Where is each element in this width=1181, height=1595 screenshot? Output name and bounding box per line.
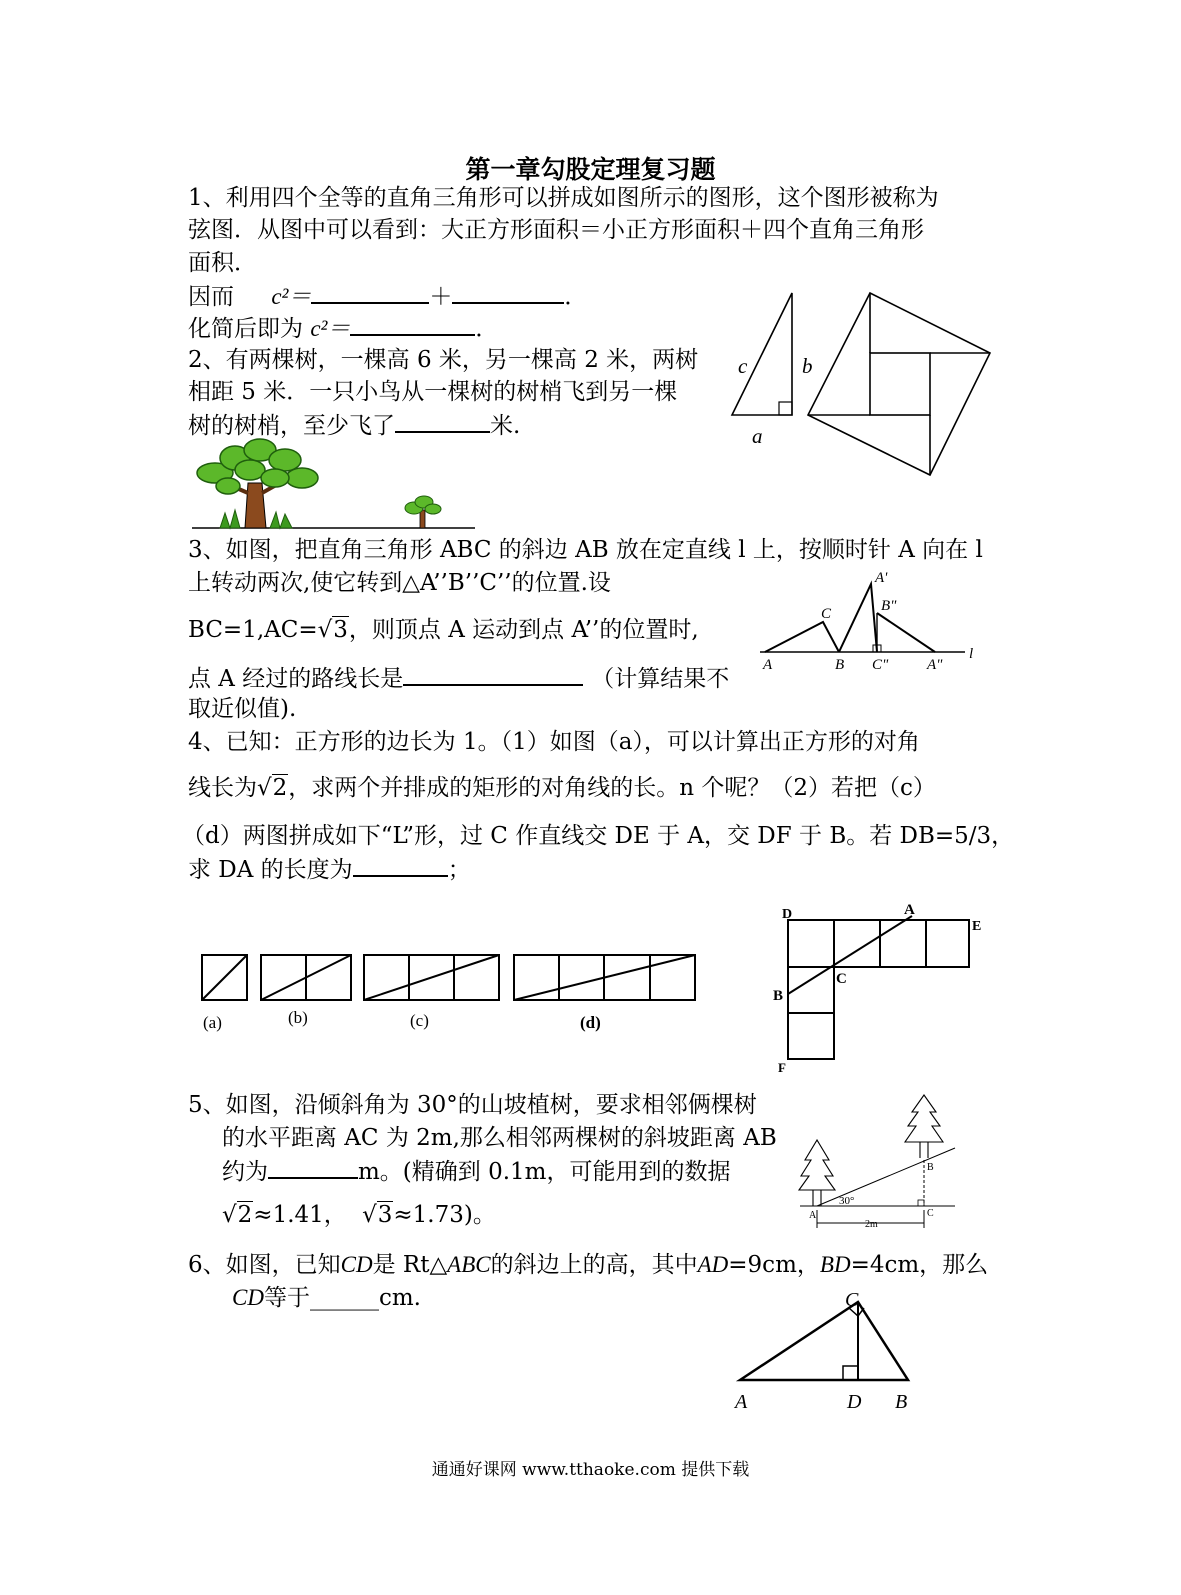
label-c: (c) bbox=[410, 1011, 429, 1030]
q6-cd: CD bbox=[340, 1252, 373, 1277]
label-b: b bbox=[802, 354, 813, 378]
q6-line2 bbox=[232, 1283, 421, 1313]
q1-period-2: ． bbox=[475, 316, 499, 342]
q1-blank-1[interactable] bbox=[311, 280, 429, 304]
q5-line3a: 约为 bbox=[222, 1159, 268, 1185]
label-A: A bbox=[735, 1391, 748, 1413]
q6-triangle-figure bbox=[725, 1288, 925, 1418]
label-D: D bbox=[847, 1391, 862, 1413]
q6-line1 bbox=[188, 1250, 988, 1280]
label-A1: A' bbox=[875, 570, 888, 586]
q1-blank-2[interactable] bbox=[452, 280, 564, 304]
label-a: (a) bbox=[203, 1013, 222, 1032]
q4-line2a: 线长为 bbox=[188, 775, 257, 801]
q2-line3 bbox=[188, 409, 520, 441]
triangle-abc bbox=[765, 622, 839, 652]
label-l: l bbox=[969, 646, 974, 662]
q4-line1: 4、已知：正方形的边长为 1。（1）如图（a），可以计算出正方形的对角 bbox=[188, 729, 920, 755]
q1-simplify: 化简后即为 bbox=[188, 316, 303, 342]
triangle-rotated-1 bbox=[839, 584, 877, 652]
label-angle: 30° bbox=[839, 1195, 855, 1207]
label-a: a bbox=[752, 424, 763, 448]
q2-line3a: 树的树梢，至少飞了 bbox=[188, 413, 395, 439]
q4-sqrt2: 2 bbox=[272, 775, 288, 801]
label-C: C bbox=[821, 606, 832, 622]
q1-line4 bbox=[188, 280, 587, 312]
q6-line2a: CD bbox=[232, 1285, 264, 1310]
q3-line1: 3、如图，把直角三角形 ABC 的斜边 AB 放在定直线 l 上，按顺时针 A 向在 l bbox=[188, 537, 983, 563]
q2-line1: 2、有两棵树，一棵高 6 米，另一棵高 2 米，两树 bbox=[188, 347, 699, 373]
label-c: c bbox=[738, 354, 748, 378]
label-dist: 2m bbox=[865, 1219, 878, 1230]
q5-approx1: ≈1.41， bbox=[253, 1202, 347, 1228]
right-angle-mark bbox=[843, 1366, 858, 1380]
q3-line3: BC=1,AC=√3，则顶点 A 运动到点 A’’的位置时, bbox=[188, 617, 699, 643]
q3-figure bbox=[755, 568, 995, 678]
q5-line4: √2≈1.41， √3≈1.73)。 bbox=[222, 1202, 496, 1228]
tree-right bbox=[905, 1095, 943, 1158]
q6-line1c: 的斜边上的高，其中 bbox=[490, 1252, 698, 1278]
q5-sqrt3: 3 bbox=[377, 1202, 393, 1228]
small-square bbox=[870, 353, 930, 415]
q2-line2: 相距 5 米．一只小鸟从一棵树的树梢飞到另一棵 bbox=[188, 379, 678, 405]
q1-line2: 弦图．从图中可以看到：大正方形面积＝小正方形面积＋四个直角三角形 bbox=[188, 217, 924, 243]
q1-period: ． bbox=[564, 284, 588, 310]
trees-picture bbox=[190, 438, 490, 533]
label-C2: C" bbox=[872, 657, 889, 673]
q6-line1e: =4cm，那么 bbox=[850, 1252, 989, 1278]
q3-line4b: （计算结果不 bbox=[591, 666, 730, 692]
q4-line4a: 求 DA 的长度为 bbox=[188, 857, 353, 883]
slope-line bbox=[817, 1148, 955, 1206]
q3-line5: 取近似值). bbox=[188, 696, 297, 722]
label-F: F bbox=[778, 1060, 786, 1075]
q1-line1: 1、利用四个全等的直角三角形可以拼成如图所示的图形，这个图形被称为 bbox=[188, 185, 939, 211]
page-title: 第一章勾股定理复习题 bbox=[465, 155, 716, 184]
label-B: B bbox=[835, 657, 845, 673]
q3-line4 bbox=[188, 662, 729, 694]
q4-line3: （d）两图拼成如下“L”形，过 C 作直线交 DE 于 A，交 DF 于 B。若 DB=5/3， bbox=[182, 823, 1015, 849]
q1-yinner: 因而 bbox=[188, 284, 234, 310]
q5-line3 bbox=[222, 1155, 730, 1187]
q2-line3b: 米. bbox=[490, 413, 521, 439]
q1-line3: 面积． bbox=[188, 250, 257, 276]
q4-line4 bbox=[188, 853, 471, 885]
label-A: A bbox=[904, 902, 915, 918]
q5-line1: 5、如图，沿倾斜角为 30°的山坡植树，要求相邻俩棵树 bbox=[188, 1092, 757, 1118]
footer: 通通好课网 www.tthaoke.com 提供下载 bbox=[431, 1460, 750, 1480]
label-A: A bbox=[809, 1210, 817, 1221]
label-C: C bbox=[927, 1208, 934, 1219]
q4-blank[interactable] bbox=[353, 853, 448, 877]
q3-line3b: ，则顶点 A 运动到点 A’’的位置时, bbox=[348, 617, 699, 643]
q6-abc: ABC bbox=[447, 1252, 491, 1277]
q6-line1b: 是 Rt△ bbox=[372, 1252, 448, 1278]
q5-line3b: m。(精确到 0.1m，可能用到的数据 bbox=[358, 1159, 731, 1185]
q3-line3a: BC=1,AC= bbox=[188, 617, 318, 643]
label-B: B bbox=[927, 1162, 934, 1173]
q2-blank[interactable] bbox=[395, 409, 490, 433]
q3-blank[interactable] bbox=[403, 662, 583, 686]
label-d: (d) bbox=[580, 1013, 601, 1032]
label-C: C bbox=[836, 971, 847, 987]
q1-c2eq: c²＝ bbox=[271, 284, 312, 309]
q4-line2: 线长为√2，求两个并排成的矩形的对角线的长。n 个呢？（2）若把（c） bbox=[188, 775, 936, 801]
label-E: E bbox=[972, 919, 982, 934]
q4-L-shape bbox=[770, 900, 990, 1080]
q6-bd: BD bbox=[819, 1252, 851, 1277]
label-b: (b) bbox=[288, 1008, 308, 1027]
triangle-rotated-2 bbox=[877, 613, 935, 652]
q5-sqrt2: 2 bbox=[237, 1202, 253, 1228]
q3-sqrt3: 3 bbox=[333, 617, 348, 643]
q1-blank-3[interactable] bbox=[350, 312, 475, 336]
right-angle-mark bbox=[779, 402, 792, 415]
q3-line4a: 点 A 经过的路线长是 bbox=[188, 666, 404, 692]
q6-line1d: =9cm， bbox=[728, 1252, 820, 1278]
label-B: B bbox=[895, 1391, 908, 1413]
q5-line2: 的水平距离 AC 为 2m,那么相邻两棵树的斜坡距离 AB bbox=[222, 1125, 777, 1151]
label-D: D bbox=[782, 907, 793, 922]
label-C: C bbox=[845, 1289, 859, 1311]
q4-line2b: ，求两个并排成的矩形的对角线的长。n 个呢？（2）若把（c） bbox=[288, 775, 936, 801]
label-A: A bbox=[763, 657, 773, 673]
q1-line5 bbox=[188, 312, 498, 344]
q1-figure bbox=[720, 285, 1000, 485]
q5-approx2: ≈1.73)。 bbox=[393, 1202, 496, 1228]
q6-ad: AD bbox=[697, 1252, 729, 1277]
q6-line1a: 6、如图，已知 bbox=[188, 1252, 341, 1278]
big-tree-trunk bbox=[245, 483, 266, 528]
tree-left bbox=[799, 1140, 835, 1206]
triangle-abc bbox=[740, 1302, 908, 1380]
label-B2: B" bbox=[881, 598, 897, 614]
q3-line2: 上转动两次,使它转到△A’’B’’C’’的位置.设 bbox=[188, 570, 611, 596]
q5-slope-figure bbox=[795, 1090, 965, 1240]
q5-blank[interactable] bbox=[268, 1155, 358, 1179]
label-B: B bbox=[773, 988, 784, 1004]
q4-rectangles bbox=[195, 950, 705, 1040]
q4-line4b: ； bbox=[447, 857, 471, 883]
q1-c2eq-2: c²＝ bbox=[310, 316, 351, 341]
q1-plus: ＋ bbox=[429, 284, 453, 310]
q6-line2b: 等于______cm. bbox=[263, 1285, 421, 1311]
big-square bbox=[808, 293, 990, 475]
label-A2: A" bbox=[927, 657, 943, 673]
